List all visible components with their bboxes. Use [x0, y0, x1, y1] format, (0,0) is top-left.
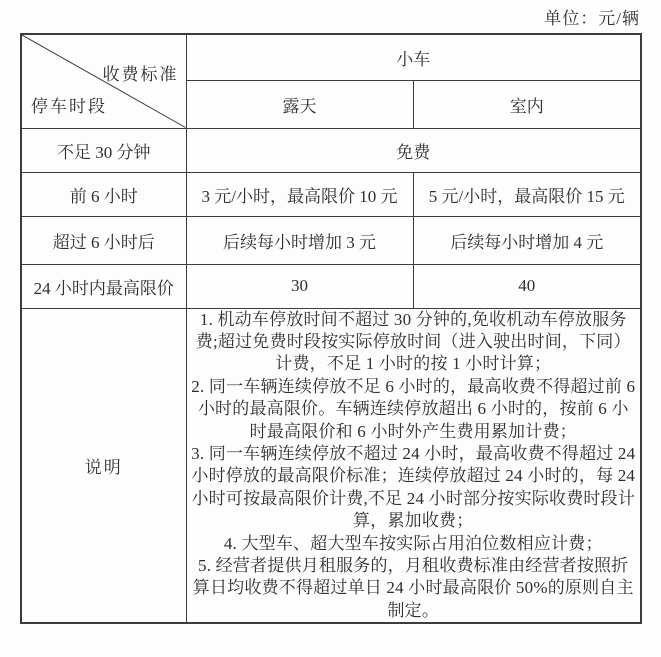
cell-max-24h-indoor: 40	[413, 264, 641, 308]
column-header-indoor: 室内	[413, 80, 641, 128]
parking-fee-table	[20, 33, 642, 624]
note-item-5: 5. 经营者提供月租服务的，月租收费标准由经营者按照折算日均收费不得超过单日 24 小时最高限价 50%的原则自主制定。	[192, 555, 634, 620]
table-row-notes	[21, 308, 641, 623]
row-label-under-30min: 不足 30 分钟	[21, 128, 186, 172]
notes-cell	[186, 308, 641, 623]
table-row-max-24h	[21, 264, 641, 308]
column-group-header-small-car: 小车	[186, 34, 641, 80]
cell-first-6h-indoor: 5 元/小时，最高限价 15 元	[413, 172, 641, 216]
header-row-group	[21, 34, 641, 80]
corner-label-fee-standard: 收费标准	[102, 65, 179, 84]
table-row-under-30min	[21, 128, 641, 172]
note-item-2: 2. 同一车辆连续停放不足 6 小时的，最高收费不得超过前 6 小时的最高限价。车辆连续停放超出 6 小时的，按前 6 小时最高限价和 6 小时外产生费用累加计费；	[191, 376, 636, 441]
diagonal-header-cell	[21, 34, 186, 128]
cell-after-6h-outdoor: 后续每小时增加 3 元	[186, 216, 413, 264]
table-row-first-6h	[21, 172, 641, 216]
cell-under-30min-merged: 免费	[186, 128, 641, 172]
note-item-4: 4. 大型车、超大型车按实际占用泊位数相应计费；	[223, 533, 603, 553]
cell-first-6h-outdoor: 3 元/小时，最高限价 10 元	[186, 172, 413, 216]
cell-max-24h-outdoor: 30	[186, 264, 413, 308]
table-row-after-6h	[21, 216, 641, 264]
unit-label: 单位：元/辆	[544, 9, 640, 28]
corner-label-parking-period: 停车时段	[31, 97, 107, 116]
row-label-after-6h: 超过 6 小时后	[21, 216, 186, 264]
cell-after-6h-indoor: 后续每小时增加 4 元	[413, 216, 641, 264]
note-item-3: 3. 同一车辆连续停放不超过 24 小时，最高收费不得超过 24 小时停放的最高限价标准；连续停放超过 24 小时的，每 24 小时可按最高限价计费,不足 24 小时部分按实际收费时段计算，累加收费；	[191, 443, 636, 531]
row-label-first-6h: 前 6 小时	[21, 172, 186, 216]
row-label-max-24h: 24 小时内最高限价	[21, 264, 186, 308]
column-header-outdoor: 露天	[186, 80, 413, 128]
note-item-1: 1. 机动车停放时间不超过 30 分钟的,免收机动车停放服务费;超过免费时段按实际停放时间（进入驶出时间，下同）计费，不足 1 小时的按 1 小时计算；	[195, 309, 631, 374]
notes-label: 说明	[21, 308, 186, 623]
